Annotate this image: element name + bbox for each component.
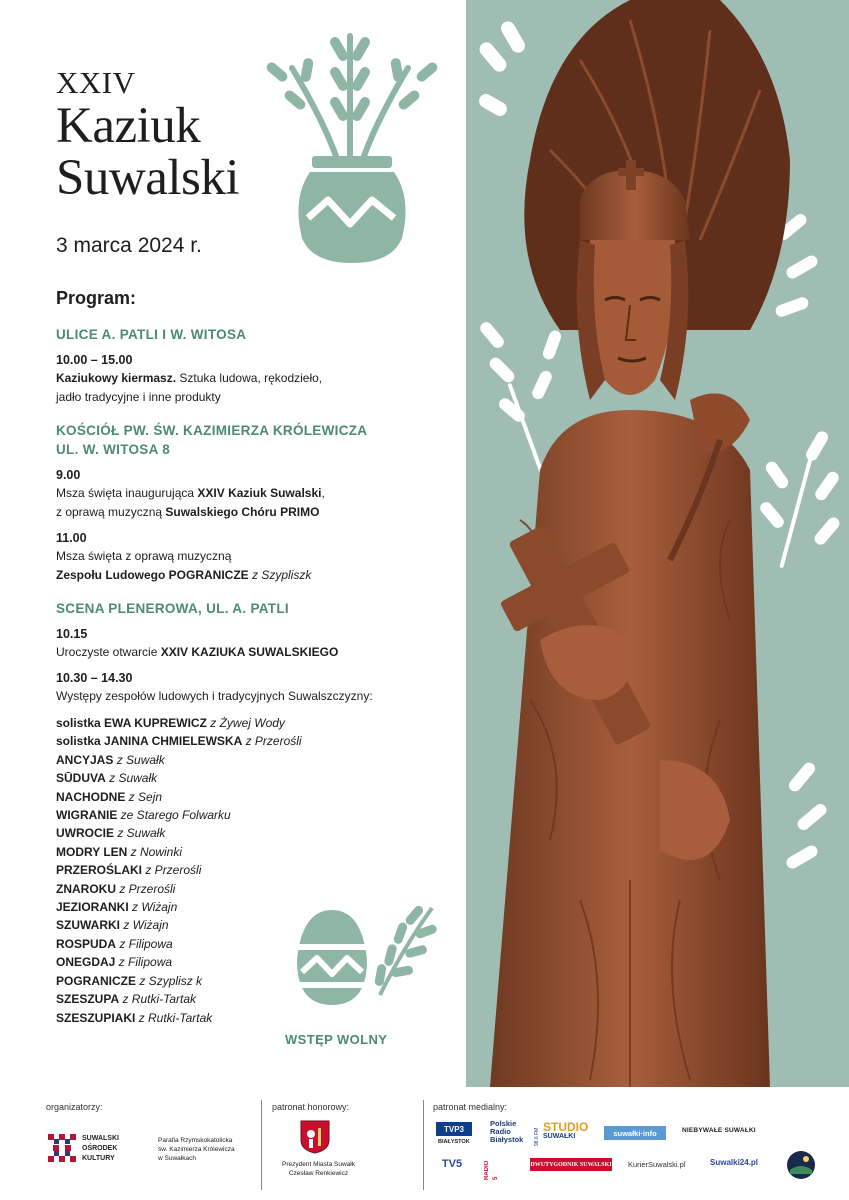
dwutygodnik-suwalski-logo: DWUTYGODNIK SUWALSKI — [530, 1158, 612, 1171]
program-section-stage — [56, 599, 456, 1027]
event-description: Uroczyste otwarcie XXIV KAZIUKA SUWALSKIEGO — [56, 645, 339, 659]
title-line-2: Suwalski — [56, 150, 240, 206]
edition-number: XXIV — [56, 65, 136, 100]
suwalski-osrodek-kultury-logo — [48, 1134, 76, 1162]
list-item: SZESZUPA z Rutki-Tartak — [56, 992, 197, 1007]
venue-address: UL. W. WITOSA 8 — [56, 442, 171, 457]
event-description: Msza święta z oprawą muzyczną — [56, 549, 232, 563]
event-description: jadło tradycyjne i inne produkty — [56, 390, 221, 404]
event-description: Występy zespołów ludowych i tradycyjnych Suwalszczyzny: — [56, 689, 373, 703]
program-section-market — [56, 325, 456, 407]
poster-title — [56, 66, 239, 204]
list-item: ZNAROKU z Przerośli — [56, 881, 176, 896]
list-item: WIGRANIE ze Starego Folwarku — [56, 808, 231, 823]
tvp3-subtitle: BIAŁYSTOK — [438, 1139, 470, 1145]
list-item: SZUWARKI z Wiżajn — [56, 918, 169, 933]
program-section — [56, 288, 456, 1041]
event-date: 3 marca 2024 r. — [56, 234, 202, 257]
time-slot: 10.30 – 14.30 — [56, 671, 133, 685]
list-item: UWROCIE z Suwałk — [56, 826, 166, 841]
ensemble-list — [56, 714, 456, 1027]
parish-name: Parafia Rzymskokatolicka św. Kazimierza Królewicza w Suwałkach — [158, 1137, 235, 1162]
venue-title: SCENA PLENEROWA, UL. A. PATLI — [56, 601, 289, 616]
title-line-1: Kaziuk — [56, 98, 201, 154]
st-casimir-statue-image — [430, 0, 810, 1087]
venue-title: KOŚCIÓŁ PW. ŚW. KAZIMIERZA KRÓLEWICZA — [56, 423, 368, 438]
event-description: Msza święta inaugurująca XXIV Kaziuk Suwalski, — [56, 486, 325, 500]
niebywale-suwalki-logo: NIEBYWAŁE SUWAŁKI — [682, 1127, 756, 1134]
list-item: solistka JANINA CHMIELEWSKA z Przerośli — [56, 734, 302, 749]
event-description: z oprawą muzyczną Suwalskiego Chóru PRIMO — [56, 505, 320, 519]
suwalki-coat-of-arms-icon — [300, 1120, 330, 1154]
list-item: ONEGDAJ z Filipowa — [56, 955, 173, 970]
list-item: SŪDUVA z Suwałk — [56, 771, 158, 786]
list-item: solistka EWA KUPREWICZ z Żywej Wody — [56, 716, 285, 730]
list-item: JEZIORANKI z Wiżajn — [56, 900, 178, 915]
night-sky-logo-icon — [786, 1150, 816, 1180]
folk-pot-icon — [262, 28, 442, 268]
list-item: PRZEROŚLAKI z Przerośli — [56, 863, 202, 878]
time-slot: 9.00 — [56, 468, 81, 482]
list-item: ANCYJAS z Suwałk — [56, 752, 165, 767]
footer-divider — [261, 1100, 262, 1190]
list-item: MODRY LEN z Nowinki — [56, 844, 183, 859]
polskie-radio-bialystok-logo: Polskie Radio Białystok — [490, 1119, 524, 1144]
footer-divider — [423, 1100, 424, 1190]
free-entry-label: WSTĘP WOLNY — [285, 1032, 388, 1047]
event-description: Kaziukowy kiermasz. Sztuka ludowa, rękodzieło, — [56, 371, 323, 385]
studio-suwalki-logo: STUDIO SUWAŁKI — [543, 1120, 589, 1140]
organizers-label: organizatorzy: — [46, 1102, 103, 1112]
honorary-patronage-label: patronat honorowy: — [272, 1102, 350, 1112]
tv5-logo: TV5 — [441, 1158, 463, 1170]
list-item: POGRANICZE z Szyplisz k — [56, 973, 203, 988]
list-item: ROSPUDA z Filipowa — [56, 936, 173, 951]
sponsors-footer — [0, 1098, 849, 1200]
mayor-name: Prezydent Miasta Suwałk Czesław Renkiewicz — [282, 1161, 355, 1177]
suwalki24-logo: Suwalki24.pl — [710, 1158, 759, 1167]
media-patronage-label: patronat medialny: — [433, 1102, 508, 1112]
tvp3-logo: TVP3 — [436, 1122, 472, 1136]
program-heading: Program: — [56, 288, 137, 308]
venue-title: ULICE A. PATLI I W. WITOSA — [56, 327, 247, 342]
kurier-suwalski-logo: KurierSuwalski.pl — [628, 1160, 686, 1169]
time-slot: 10.15 — [56, 627, 88, 641]
radio5-logo: RADIO 5 — [484, 1160, 499, 1180]
time-slot: 10.00 – 15.00 — [56, 353, 133, 367]
program-section-church — [56, 421, 456, 585]
time-slot: 11.00 — [56, 531, 87, 545]
event-description: Zespołu Ludowego POGRANICZE z Szypliszk — [56, 568, 312, 582]
studio-frequency: 98.6 FM — [534, 1127, 540, 1146]
list-item: NACHODNE z Sejn — [56, 789, 163, 804]
suwalki-info-logo: suwałki·info — [604, 1126, 666, 1140]
list-item: SZESZUPIAKI z Rutki-Tartak — [56, 1010, 213, 1025]
sok-name: SUWALSKI OŚRODEK KULTURY — [82, 1135, 119, 1162]
